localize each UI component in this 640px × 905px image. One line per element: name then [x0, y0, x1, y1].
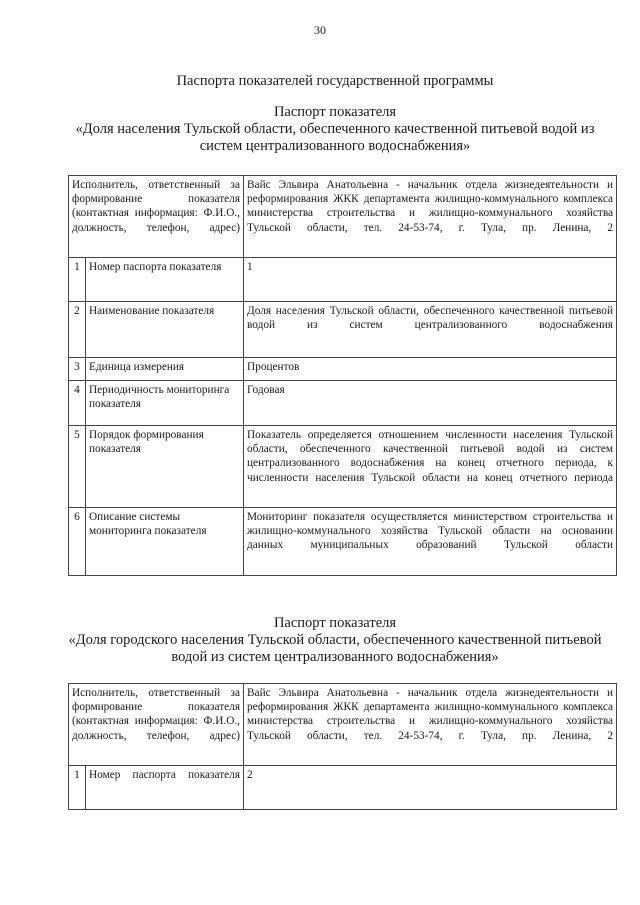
passport1-title: Паспорт показателя — [273, 104, 397, 120]
main-title: Паспорта показателей государственной программы — [176, 73, 494, 89]
row-label: Номер паспорта показателя — [86, 766, 244, 810]
row-value: Годовая — [244, 381, 617, 426]
passport2-title: Паспорт показателя — [273, 615, 397, 631]
row-label: Единица измерения — [86, 358, 244, 381]
row-value: Мониторинг показателя осуществляется министерством строительства и жилищно-коммунального хозяйства Тульской области на основании данных муниципальных образований Тульской области — [244, 508, 617, 576]
executor-row — [69, 684, 617, 766]
row-label: Наименование показателя — [86, 302, 244, 358]
row-value: Доля населения Тульской области, обеспеченного качественной питьевой водой из систем централизованного водоснабжения — [244, 302, 617, 358]
executor-label: Исполнитель, ответственный за формирование показателя (контактная информация: Ф.И.О., должность, телефон, адрес) — [69, 684, 244, 766]
row-number: 1 — [69, 258, 86, 302]
table-row — [69, 258, 617, 302]
row-label: Номер паспорта показателя — [86, 258, 244, 302]
executor-label: Исполнитель, ответственный за формирование показателя (контактная информация: Ф.И.О., должность, телефон, адрес) — [69, 176, 244, 258]
page-number: 30 — [314, 23, 326, 37]
table-row — [69, 381, 617, 426]
table-row — [69, 508, 617, 576]
table-row — [69, 766, 617, 810]
table-row — [69, 426, 617, 508]
table-row — [69, 302, 617, 358]
passport2-table — [68, 683, 617, 810]
passport2-heading — [60, 615, 610, 666]
row-number: 4 — [69, 381, 86, 426]
row-number: 6 — [69, 508, 86, 576]
executor-row — [69, 176, 617, 258]
executor-value: Вайс Эльвира Анатольевна - начальник отдела жизнедеятельности и реформирования ЖКК департамента жилищно-коммунального комплекса министерства строительства и жилищно-коммунального хозяйства Тульской области, тел. 24-53-74, г. Тула, пр. Ленина, 2 — [244, 684, 617, 766]
executor-value: Вайс Эльвира Анатольевна - начальник отдела жизнедеятельности и реформирования ЖКК департамента жилищно-коммунального комплекса министерства строительства и жилищно-коммунального хозяйства Тульской области, тел. 24-53-74, г. Тула, пр. Ленина, 2 — [244, 176, 617, 258]
row-value: 2 — [244, 766, 617, 810]
passport1-heading — [60, 104, 610, 155]
passport2-subtitle: «Доля городского населения Тульской области, обеспеченного качественной питьевой водой из систем централизованного водоснабжения» — [68, 632, 602, 665]
passport1-table — [68, 175, 617, 576]
row-label: Порядок формирования показателя — [86, 426, 244, 508]
row-number: 1 — [69, 766, 86, 810]
row-value: Показатель определяется отношением численности населения Тульской области, обеспеченного качественной питьевой водой из систем централизованного водоснабжения на конец отчетного периода, к численности населения Тульской области на конец отчетного периода — [244, 426, 617, 508]
row-number: 5 — [69, 426, 86, 508]
table-row — [69, 358, 617, 381]
row-value: 1 — [244, 258, 617, 302]
row-number: 3 — [69, 358, 86, 381]
row-number: 2 — [69, 302, 86, 358]
row-label: Периодичность мониторинга показателя — [86, 381, 244, 426]
row-label: Описание системы мониторинга показателя — [86, 508, 244, 576]
passport1-subtitle: «Доля населения Тульской области, обеспеченного качественной питьевой водой из систем централизованного водоснабжения» — [75, 121, 595, 154]
row-value: Процентов — [244, 358, 617, 381]
